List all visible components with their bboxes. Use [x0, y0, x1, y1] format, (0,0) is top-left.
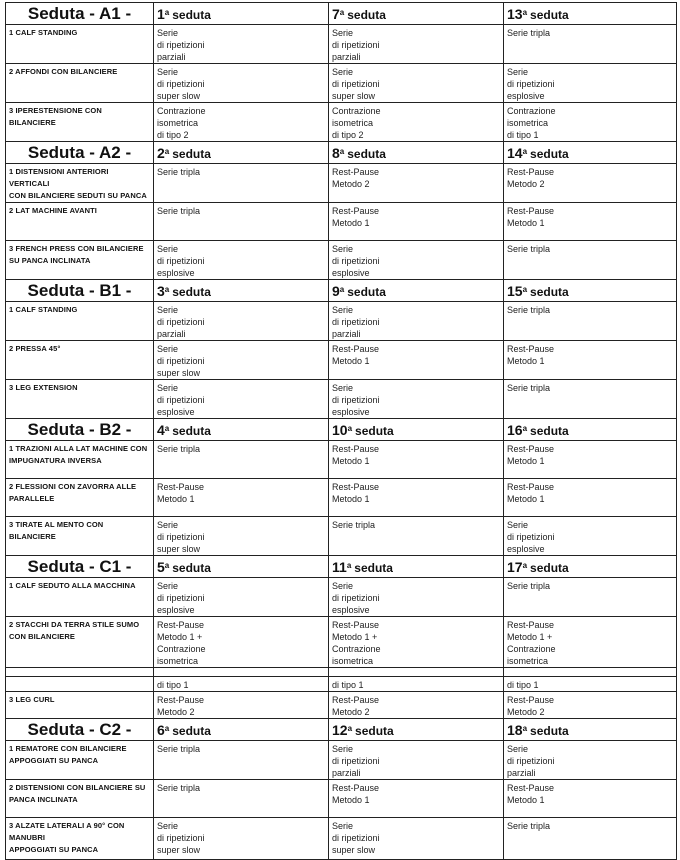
method-cell: Serie tripla [504, 578, 677, 617]
session-ordinal: a [522, 561, 528, 570]
method-cell: Rest-Pause Metodo 2 [504, 692, 677, 719]
continuation-blank [6, 677, 154, 692]
method-cell: Serie tripla [154, 741, 329, 780]
method-cell: Rest-Pause Metodo 1 [504, 441, 677, 479]
session-ordinal: a [339, 147, 345, 156]
section-title: Seduta - C2 - [6, 719, 154, 741]
session-label: seduta [172, 724, 211, 738]
section-header-row [6, 556, 677, 578]
method-cell: Serie di ripetizioni esplosive [154, 380, 329, 419]
session-ordinal: a [339, 285, 345, 294]
session-number: 11 [332, 559, 347, 575]
exercise-row [6, 103, 677, 142]
session-ordinal: a [339, 8, 345, 17]
exercise-name: 3 LEG CURL [6, 692, 154, 719]
exercise-name: 1 DISTENSIONI ANTERIORI VERTICALI CON BILANCIERE SEDUTI SU PANCA [6, 164, 154, 203]
session-label: seduta [172, 147, 211, 161]
exercise-row [6, 341, 677, 380]
method-cell: Rest-Pause Metodo 1 [329, 203, 504, 241]
session-number: 15 [507, 283, 523, 299]
method-cell: Contrazione isometrica di tipo 1 [504, 103, 677, 142]
gap-cell [504, 668, 677, 677]
method-cell: Serie tripla [504, 818, 677, 860]
session-number: 14 [507, 145, 523, 161]
exercise-row [6, 64, 677, 103]
session-number: 7 [332, 6, 340, 22]
exercise-row [6, 692, 677, 719]
method-cell: Rest-Pause Metodo 2 [329, 692, 504, 719]
continuation-cell: di tipo 1 [504, 677, 677, 692]
exercise-name: 3 TIRATE AL MENTO CON BILANCIERE [6, 517, 154, 556]
exercise-row [6, 302, 677, 341]
session-label: seduta [172, 561, 211, 575]
method-cell: Rest-Pause Metodo 1 [504, 780, 677, 818]
exercise-row [6, 780, 677, 818]
method-cell: Serie di ripetizioni super slow [154, 64, 329, 103]
gap-cell [6, 668, 154, 677]
session-label: seduta [172, 285, 211, 299]
session-ordinal: a [164, 147, 170, 156]
method-cell: Rest-Pause Metodo 1 + Contrazione isometrica [504, 617, 677, 668]
section-header-row [6, 142, 677, 164]
session-header [154, 719, 329, 741]
session-header [329, 419, 504, 441]
session-label: seduta [354, 561, 393, 575]
continuation-row [6, 677, 677, 692]
section-title: Seduta - B1 - [6, 280, 154, 302]
session-ordinal: a [347, 424, 353, 433]
exercise-name: 1 TRAZIONI ALLA LAT MACHINE CON IMPUGNATURA INVERSA [6, 441, 154, 479]
session-ordinal: a [522, 724, 528, 733]
continuation-cell: di tipo 1 [154, 677, 329, 692]
session-label: seduta [530, 8, 569, 22]
session-number: 17 [507, 559, 523, 575]
session-label: seduta [530, 147, 569, 161]
session-ordinal: a [522, 424, 528, 433]
section-header-row [6, 3, 677, 25]
session-ordinal: a [522, 8, 528, 17]
session-number: 16 [507, 422, 523, 438]
session-header [504, 280, 677, 302]
section-title: Seduta - A1 - [6, 3, 154, 25]
exercise-row [6, 617, 677, 668]
method-cell: Serie di ripetizioni parziali [329, 302, 504, 341]
exercise-row [6, 25, 677, 64]
session-number: 8 [332, 145, 340, 161]
method-cell: Contrazione isometrica di tipo 2 [329, 103, 504, 142]
exercise-row [6, 241, 677, 280]
exercise-name: 2 AFFONDI CON BILANCIERE [6, 64, 154, 103]
session-header [504, 719, 677, 741]
session-header [504, 556, 677, 578]
session-header [329, 280, 504, 302]
method-cell: Serie tripla [154, 441, 329, 479]
exercise-row [6, 164, 677, 203]
session-label: seduta [530, 424, 569, 438]
session-header [504, 419, 677, 441]
method-cell: Serie tripla [504, 380, 677, 419]
method-cell: Serie tripla [504, 241, 677, 280]
exercise-name: 3 FRENCH PRESS CON BILANCIERE SU PANCA INCLINATA [6, 241, 154, 280]
session-number: 4 [157, 422, 165, 438]
exercise-name: 2 FLESSIONI CON ZAVORRA ALLE PARALLELE [6, 479, 154, 517]
exercise-name: 3 IPERESTENSIONE CON BILANCIERE [6, 103, 154, 142]
exercise-name: 1 CALF STANDING [6, 302, 154, 341]
method-cell: Serie tripla [154, 164, 329, 203]
method-cell: Serie di ripetizioni super slow [154, 341, 329, 380]
session-number: 13 [507, 6, 523, 22]
exercise-row [6, 818, 677, 860]
method-cell: Rest-Pause Metodo 1 + Contrazione isometrica [329, 617, 504, 668]
session-ordinal: a [522, 147, 528, 156]
exercise-name: 3 ALZATE LATERALI A 90° CON MANUBRI APPOGGIATI SU PANCA [6, 818, 154, 860]
method-cell: Rest-Pause Metodo 2 [329, 164, 504, 203]
section-title: Seduta - B2 - [6, 419, 154, 441]
session-ordinal: a [522, 285, 528, 294]
method-cell: Serie tripla [154, 780, 329, 818]
exercise-name: 2 LAT MACHINE AVANTI [6, 203, 154, 241]
session-label: seduta [530, 561, 569, 575]
method-cell: Serie di ripetizioni super slow [154, 517, 329, 556]
method-cell: Serie tripla [154, 203, 329, 241]
session-number: 10 [332, 422, 348, 438]
session-ordinal: a [164, 424, 170, 433]
session-number: 12 [332, 722, 348, 738]
session-ordinal: a [164, 8, 170, 17]
session-header [329, 556, 504, 578]
session-header [329, 3, 504, 25]
session-number: 5 [157, 559, 165, 575]
session-header [154, 419, 329, 441]
section-header-row [6, 419, 677, 441]
session-header [154, 556, 329, 578]
session-ordinal: a [164, 724, 170, 733]
method-cell: Serie di ripetizioni esplosive [504, 517, 677, 556]
exercise-row [6, 741, 677, 780]
session-number: 6 [157, 722, 165, 738]
session-label: seduta [347, 285, 386, 299]
method-cell: Contrazione isometrica di tipo 2 [154, 103, 329, 142]
session-ordinal: a [164, 561, 170, 570]
exercise-name: 3 LEG EXTENSION [6, 380, 154, 419]
method-cell: Serie di ripetizioni esplosive [154, 241, 329, 280]
session-ordinal: a [346, 561, 352, 570]
session-header [504, 3, 677, 25]
method-cell: Serie di ripetizioni super slow [154, 818, 329, 860]
exercise-row [6, 441, 677, 479]
exercise-row [6, 380, 677, 419]
session-header [154, 142, 329, 164]
method-cell: Serie di ripetizioni parziali [329, 741, 504, 780]
session-number: 2 [157, 145, 165, 161]
method-cell: Serie di ripetizioni parziali [329, 25, 504, 64]
method-cell: Rest-Pause Metodo 2 [154, 692, 329, 719]
exercise-name: 2 PRESSA 45° [6, 341, 154, 380]
method-cell: Serie di ripetizioni super slow [329, 818, 504, 860]
training-schedule-table [5, 2, 677, 860]
session-label: seduta [530, 285, 569, 299]
session-label: seduta [355, 424, 394, 438]
method-cell: Serie tripla [504, 25, 677, 64]
method-cell: Rest-Pause Metodo 1 [504, 479, 677, 517]
method-cell: Serie tripla [504, 302, 677, 341]
exercise-name: 1 REMATORE CON BILANCIERE APPOGGIATI SU PANCA [6, 741, 154, 780]
session-label: seduta [355, 724, 394, 738]
method-cell: Serie di ripetizioni esplosive [329, 241, 504, 280]
method-cell: Serie di ripetizioni esplosive [329, 578, 504, 617]
exercise-name: 2 STACCHI DA TERRA STILE SUMO CON BILANCIERE [6, 617, 154, 668]
method-cell: Rest-Pause Metodo 1 [504, 341, 677, 380]
method-cell: Serie tripla [329, 517, 504, 556]
section-title: Seduta - A2 - [6, 142, 154, 164]
session-number: 3 [157, 283, 165, 299]
method-cell: Rest-Pause Metodo 1 [329, 341, 504, 380]
method-cell: Rest-Pause Metodo 2 [504, 164, 677, 203]
session-header [329, 719, 504, 741]
method-cell: Rest-Pause Metodo 1 [504, 203, 677, 241]
session-label: seduta [530, 724, 569, 738]
method-cell: Rest-Pause Metodo 1 [154, 479, 329, 517]
session-ordinal: a [164, 285, 170, 294]
method-cell: Serie di ripetizioni super slow [329, 64, 504, 103]
gap-cell [154, 668, 329, 677]
session-header [154, 280, 329, 302]
continuation-cell: di tipo 1 [329, 677, 504, 692]
method-cell: Rest-Pause Metodo 1 [329, 479, 504, 517]
session-number: 18 [507, 722, 523, 738]
session-number: 9 [332, 283, 340, 299]
exercise-row [6, 479, 677, 517]
method-cell: Serie di ripetizioni esplosive [329, 380, 504, 419]
session-number: 1 [157, 6, 165, 22]
section-header-row [6, 280, 677, 302]
exercise-name: 2 DISTENSIONI CON BILANCIERE SU PANCA INCLINATA [6, 780, 154, 818]
session-label: seduta [172, 424, 211, 438]
method-cell: Rest-Pause Metodo 1 [329, 780, 504, 818]
method-cell: Rest-Pause Metodo 1 + Contrazione isometrica [154, 617, 329, 668]
session-header [329, 142, 504, 164]
session-header [504, 142, 677, 164]
exercise-name: 1 CALF SEDUTO ALLA MACCHINA [6, 578, 154, 617]
method-cell: Serie di ripetizioni parziali [504, 741, 677, 780]
method-cell: Serie di ripetizioni parziali [154, 302, 329, 341]
exercise-row [6, 203, 677, 241]
method-cell: Serie di ripetizioni esplosive [504, 64, 677, 103]
method-cell: Serie di ripetizioni parziali [154, 25, 329, 64]
method-cell: Rest-Pause Metodo 1 [329, 441, 504, 479]
section-title: Seduta - C1 - [6, 556, 154, 578]
method-cell: Serie di ripetizioni esplosive [154, 578, 329, 617]
exercise-row [6, 517, 677, 556]
session-header [154, 3, 329, 25]
page-break-gap [6, 668, 677, 677]
exercise-row [6, 578, 677, 617]
section-header-row [6, 719, 677, 741]
session-label: seduta [172, 8, 211, 22]
gap-cell [329, 668, 504, 677]
exercise-name: 1 CALF STANDING [6, 25, 154, 64]
session-label: seduta [347, 8, 386, 22]
session-ordinal: a [347, 724, 353, 733]
session-label: seduta [347, 147, 386, 161]
